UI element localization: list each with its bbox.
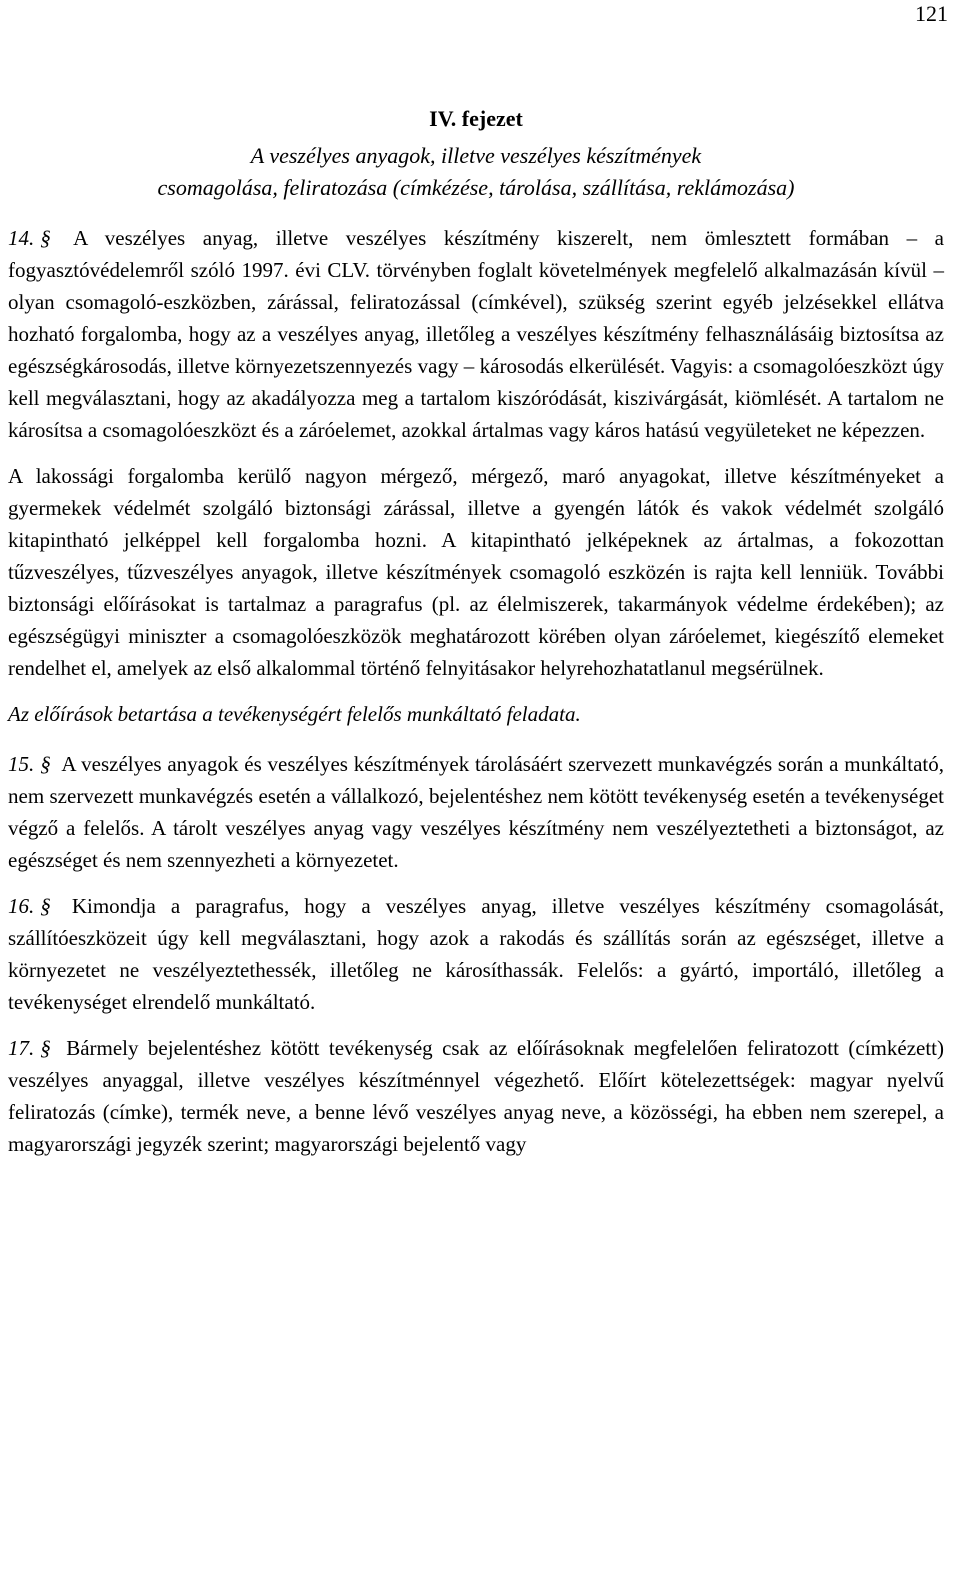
section-14-number: 14. [8, 226, 35, 250]
section-14-paragraph-1 [8, 222, 944, 446]
section-15-number: 15. [8, 752, 35, 776]
section-15-sign: § [40, 752, 51, 776]
section-16-text: Kimondja a paragrafus, hogy a veszélyes anyag, illetve veszélyes készítmény csomagolását, szállítóeszközeit úgy kell megválasztani, hogy azok a rakodás és szállítás során az egészséget, illetve a környezetet ne veszélyeztethessék, illetőleg ne károsíthassák. Felelős: a gyártó, importáló, illetőleg a tevékenységet elrendelő munkáltató. [8, 894, 945, 1014]
section-17-paragraph [8, 1032, 944, 1160]
section-17-text: Bármely bejelentéshez kötött tevékenység csak az előírásoknak megfelelően feliratozott (címkézett) veszélyes anyaggal, illetve veszélyes készítménnyel végezhető. Előírt kötelezettségek: magyar nyelvű feliratozás (címke), termék neve, a benne lévő veszélyes anyag neve, a közösségi, ha ebben nem szerepel, a magyarországi jegyzék szerint; magyarországi bejelentő vagy [8, 1036, 945, 1156]
chapter-subtitle-line-2: csomagolása, feliratozása (címkézése, tárolása, szállítása, reklámozása) [157, 175, 795, 200]
section-14-note: Az előírások betartása a tevékenységért felelős munkáltató feladata. [8, 702, 581, 726]
page-number: 121 [915, 1, 948, 26]
section-14-text-1: A veszélyes anyag, illetve veszélyes készítmény kiszerelt, nem ömlesztett formában – a fogyasztóvédelemről szóló 1997. évi CLV. törvényben foglalt követelmények megfelelő alkalmazásán kívül – olyan csomagoló-eszközben, zárással, feliratozással (címkével), szükség szerint egyéb jelzésekkel ellátva hozható forgalomba, hogy az a veszélyes anyag, illetőleg a veszélyes készítmény felhasználásáig biztosítsa az egészségkárosodás, illetve környezetszennyezés vagy – károsodás elkerülését. Vagyis: a csomagolóeszközt úgy kell megválasztani, hogy az akadályozza meg a tartalom kiszóródását, kiszivárgását, kiömlését. A tartalom ne károsítsa a csomagolóeszközt és a záróelemet, azokkal ártalmas vagy káros hatású vegyületeket ne képezzen. [8, 226, 944, 442]
chapter-subtitle-line-1: A veszélyes anyagok, illetve veszélyes készítmények [250, 143, 702, 168]
chapter-subtitle [8, 140, 944, 204]
section-17-sign: § [40, 1036, 51, 1060]
section-16-paragraph [8, 890, 944, 1018]
section-16-number: 16. [8, 894, 35, 918]
section-16-sign: § [40, 894, 51, 918]
section-15-text: A veszélyes anyagok és veszélyes készítmények tárolásáért szervezett munkavégzés során a munkáltató, nem szervezett munkavégzés esetén a vállalkozó, bejelentéshez nem kötött tevékenység esetén a tevékenységet végző a felelős. A tárolt veszélyes anyag vagy veszélyes készítmény nem veszélyeztetheti a biztonságot, az egészséget és nem szennyezheti a környezetet. [8, 752, 944, 872]
section-14-sign: § [40, 226, 51, 250]
section-15-paragraph [8, 748, 944, 876]
chapter-title: IV. fejezet [429, 106, 523, 131]
section-17-number: 17. [8, 1036, 35, 1060]
section-14-paragraph-2: A lakossági forgalomba kerülő nagyon mérgező, mérgező, maró anyagokat, illetve készítményeket a gyermekek védelmét szolgáló biztonsági zárással, illetve a gyengén látók és vakok védelmét szolgáló kitapintható jelképpel kell forgalomba hozni. A kitapintható jelképeknek az ártalmas, a fokozottan tűzveszélyes, tűzveszélyes anyagok, illetve készítmények csomagoló eszközén is rajta kell lenniük. További biztonsági előírásokat is tartalmaz a paragrafus (pl. az élelmiszerek, takarmányok védelme érdekében); az egészségügyi miniszter a csomagolóeszközök meghatározott körében olyan záróelemet, kiegészítő elemeket rendelhet el, amelyek az első alkalommal történő felnyitásakor helyrehozhatatlanul megsérülnek. [8, 464, 944, 680]
document-body [8, 102, 944, 1174]
